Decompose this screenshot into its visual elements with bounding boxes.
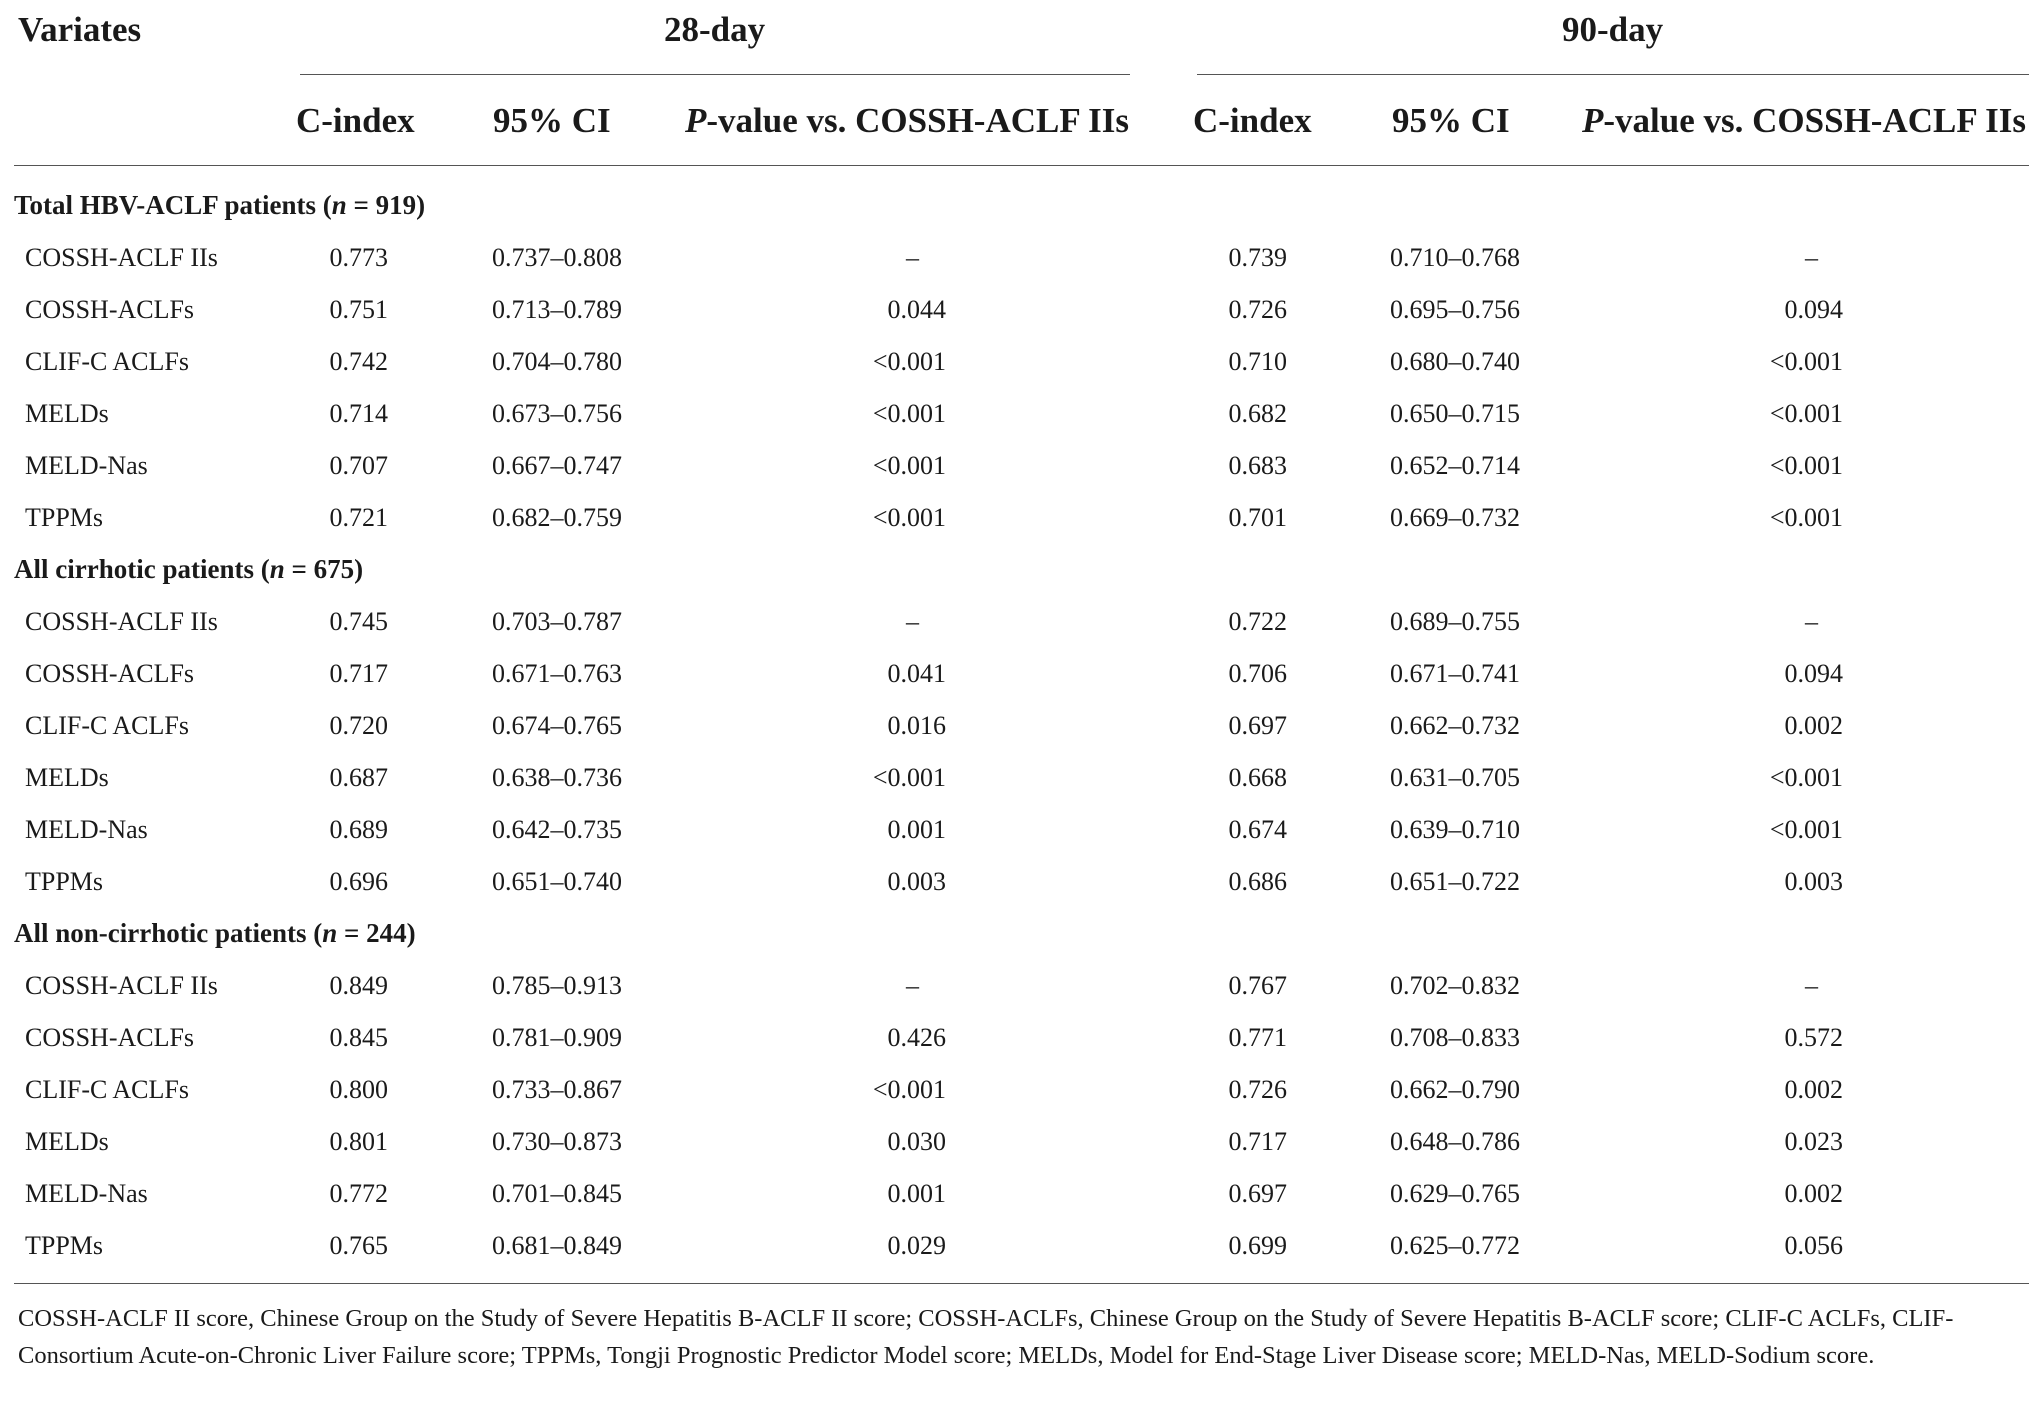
cell-p90: 0.002 <box>1784 1075 1843 1104</box>
cell-p90: – <box>1805 971 1818 1000</box>
cell-name: CLIF-C ACLFs <box>25 711 189 740</box>
cell-p90: <0.001 <box>1769 399 1843 428</box>
cell-c90: 0.706 <box>1228 659 1287 688</box>
cell-ci28: 0.667–0.747 <box>492 451 622 480</box>
cell-ci90: 0.648–0.786 <box>1390 1127 1520 1156</box>
group-label-n: n <box>322 918 338 948</box>
cell-ci90: 0.680–0.740 <box>1390 347 1520 376</box>
cell-name: MELDs <box>25 1127 109 1156</box>
cell-ci28: 0.681–0.849 <box>492 1231 622 1260</box>
header-group-90-day: 90-day <box>1562 10 1664 49</box>
group-label-prefix: All non-cirrhotic patients ( <box>14 918 323 948</box>
cell-name: COSSH-ACLF IIs <box>25 971 218 1000</box>
cell-name: MELDs <box>25 399 109 428</box>
cell-ci28: 0.674–0.765 <box>492 711 622 740</box>
cell-p28: 0.003 <box>887 867 946 896</box>
cell-c90: 0.697 <box>1228 711 1287 740</box>
group-label-suffix: = 919) <box>346 190 426 220</box>
cell-p90: 0.002 <box>1784 1179 1843 1208</box>
cell-ci28: 0.703–0.787 <box>492 607 622 636</box>
cell-c28: 0.721 <box>329 503 388 532</box>
rule-28-day <box>300 74 1130 75</box>
cell-ci28: 0.638–0.736 <box>492 763 622 792</box>
cell-c90: 0.674 <box>1228 815 1287 844</box>
cell-name: TPPMs <box>25 867 104 896</box>
group-label-prefix: All cirrhotic patients ( <box>14 554 270 584</box>
header-pvalue-28-rest: -value vs. COSSH-ACLF IIs <box>706 101 1130 140</box>
cell-c90: 0.767 <box>1228 971 1287 1000</box>
cell-p28: <0.001 <box>872 399 946 428</box>
cell-ci90: 0.708–0.833 <box>1390 1023 1520 1052</box>
cell-ci28: 0.673–0.756 <box>492 399 622 428</box>
cell-ci90: 0.651–0.722 <box>1390 867 1520 896</box>
cell-c90: 0.686 <box>1228 867 1287 896</box>
cell-c28: 0.714 <box>329 399 388 428</box>
cell-name: COSSH-ACLF IIs <box>25 607 218 636</box>
cell-c90: 0.722 <box>1228 607 1287 636</box>
cell-p90: 0.003 <box>1784 867 1843 896</box>
cell-c90: 0.771 <box>1228 1023 1287 1052</box>
header-variates: Variates <box>18 10 142 49</box>
cell-ci28: 0.737–0.808 <box>492 243 622 272</box>
cell-ci90: 0.671–0.741 <box>1390 659 1520 688</box>
cell-ci28: 0.713–0.789 <box>492 295 622 324</box>
cell-ci28: 0.682–0.759 <box>492 503 622 532</box>
cell-p90: <0.001 <box>1769 451 1843 480</box>
header-pvalue-28-p: P <box>685 101 707 140</box>
cell-p28: – <box>906 971 919 1000</box>
cell-p28: <0.001 <box>872 347 946 376</box>
group-label <box>14 920 416 947</box>
group-label-n: n <box>269 554 285 584</box>
cell-name: COSSH-ACLFs <box>25 1023 195 1052</box>
cell-c28: 0.801 <box>329 1127 388 1156</box>
cell-p28: <0.001 <box>872 451 946 480</box>
cell-c28: 0.687 <box>329 763 388 792</box>
rule-90-day <box>1197 74 2029 75</box>
cell-p28: <0.001 <box>872 1075 946 1104</box>
cell-ci90: 0.695–0.756 <box>1390 295 1520 324</box>
cell-c90: 0.717 <box>1228 1127 1287 1156</box>
cell-ci28: 0.671–0.763 <box>492 659 622 688</box>
cell-name: COSSH-ACLF IIs <box>25 243 218 272</box>
cell-c90: 0.710 <box>1228 347 1287 376</box>
cell-p28: 0.041 <box>887 659 946 688</box>
rule-table-bottom <box>14 1283 2029 1284</box>
cell-name: MELDs <box>25 763 109 792</box>
cell-name: CLIF-C ACLFs <box>25 347 189 376</box>
cell-p28: – <box>906 607 919 636</box>
cell-p90: <0.001 <box>1769 347 1843 376</box>
cell-c90: 0.699 <box>1228 1231 1287 1260</box>
cell-c90: 0.739 <box>1228 243 1287 272</box>
cell-c90: 0.697 <box>1228 1179 1287 1208</box>
cell-p28: 0.030 <box>887 1127 946 1156</box>
cell-c90: 0.682 <box>1228 399 1287 428</box>
cell-p90: 0.572 <box>1784 1023 1843 1052</box>
cell-c28: 0.845 <box>329 1023 388 1052</box>
cell-c28: 0.772 <box>329 1179 388 1208</box>
table-footnote: COSSH-ACLF II score, Chinese Group on the Study of Severe Hepatitis B-ACLF II score; COSSH-ACLFs, Chinese Group on the Study of Severe Hepatitis B-ACLF score; CLIF-C ACLFs, CLIF-Consortium Acute-on-Chronic Liver Failure score; TPPMs, Tongji Prognostic Predictor Model score; MELDs, Model for End-Stage Liver Disease score; MELD-Nas, MELD-Sodium score. <box>18 1305 1954 1369</box>
cell-p90: 0.094 <box>1784 295 1843 324</box>
cell-ci90: 0.631–0.705 <box>1390 763 1520 792</box>
cell-p28: 0.029 <box>887 1231 946 1260</box>
cell-p28: – <box>906 243 919 272</box>
cell-ci90: 0.652–0.714 <box>1390 451 1520 480</box>
cell-name: CLIF-C ACLFs <box>25 1075 189 1104</box>
cell-name: COSSH-ACLFs <box>25 659 195 688</box>
cell-ci28: 0.651–0.740 <box>492 867 622 896</box>
cell-p90: – <box>1805 607 1818 636</box>
cell-ci28: 0.733–0.867 <box>492 1075 622 1104</box>
cell-ci28: 0.701–0.845 <box>492 1179 622 1208</box>
cell-ci90: 0.625–0.772 <box>1390 1231 1520 1260</box>
group-label-suffix: = 244) <box>337 918 416 948</box>
group-label <box>14 556 363 583</box>
cell-name: TPPMs <box>25 1231 104 1260</box>
cell-ci28: 0.730–0.873 <box>492 1127 622 1156</box>
group-label-prefix: Total HBV-ACLF patients ( <box>14 190 332 220</box>
cell-name: MELD-Nas <box>25 1179 148 1208</box>
cell-c28: 0.849 <box>329 971 388 1000</box>
cell-p90: <0.001 <box>1769 763 1843 792</box>
cell-p28: 0.001 <box>887 815 946 844</box>
cell-c28: 0.765 <box>329 1231 388 1260</box>
group-label <box>14 192 425 219</box>
cell-c90: 0.726 <box>1228 295 1287 324</box>
cell-name: COSSH-ACLFs <box>25 295 195 324</box>
cell-c90: 0.701 <box>1228 503 1287 532</box>
cell-c90: 0.683 <box>1228 451 1287 480</box>
cell-ci28: 0.781–0.909 <box>492 1023 622 1052</box>
cell-c28: 0.717 <box>329 659 388 688</box>
cell-c28: 0.800 <box>329 1075 388 1104</box>
header-cindex-28: C-index <box>296 101 415 140</box>
cell-p90: 0.094 <box>1784 659 1843 688</box>
cell-p90: <0.001 <box>1769 815 1843 844</box>
cell-ci28: 0.642–0.735 <box>492 815 622 844</box>
cell-c28: 0.745 <box>329 607 388 636</box>
header-group-28-day: 28-day <box>664 10 766 49</box>
header-ci-90: 95% CI <box>1392 101 1510 140</box>
cell-p90: 0.056 <box>1784 1231 1843 1260</box>
cell-ci28: 0.704–0.780 <box>492 347 622 376</box>
header-pvalue-90-p: P <box>1582 101 1604 140</box>
cell-c28: 0.720 <box>329 711 388 740</box>
cell-c28: 0.689 <box>329 815 388 844</box>
header-pvalue-90-rest: -value vs. COSSH-ACLF IIs <box>1603 101 2027 140</box>
cell-name: MELD-Nas <box>25 451 148 480</box>
cell-p28: 0.016 <box>887 711 946 740</box>
cell-name: TPPMs <box>25 503 104 532</box>
cell-ci90: 0.710–0.768 <box>1390 243 1520 272</box>
cell-name: MELD-Nas <box>25 815 148 844</box>
cell-c28: 0.742 <box>329 347 388 376</box>
cell-p28: 0.001 <box>887 1179 946 1208</box>
cell-p28: 0.044 <box>887 295 946 324</box>
header-pvalue-28 <box>685 103 1129 138</box>
group-label-suffix: = 675) <box>284 554 364 584</box>
cell-ci90: 0.669–0.732 <box>1390 503 1520 532</box>
cell-ci90: 0.629–0.765 <box>1390 1179 1520 1208</box>
cell-ci28: 0.785–0.913 <box>492 971 622 1000</box>
cell-p28: <0.001 <box>872 763 946 792</box>
cell-c28: 0.696 <box>329 867 388 896</box>
cell-p90: – <box>1805 243 1818 272</box>
cell-ci90: 0.639–0.710 <box>1390 815 1520 844</box>
cell-ci90: 0.662–0.790 <box>1390 1075 1520 1104</box>
cell-ci90: 0.650–0.715 <box>1390 399 1520 428</box>
group-label-n: n <box>331 190 347 220</box>
cell-c90: 0.726 <box>1228 1075 1287 1104</box>
rule-header-bottom <box>14 165 2029 166</box>
cell-c28: 0.707 <box>329 451 388 480</box>
cell-ci90: 0.689–0.755 <box>1390 607 1520 636</box>
cell-p90: 0.002 <box>1784 711 1843 740</box>
cell-c90: 0.668 <box>1228 763 1287 792</box>
cell-ci90: 0.702–0.832 <box>1390 971 1520 1000</box>
cell-p90: <0.001 <box>1769 503 1843 532</box>
header-cindex-90: C-index <box>1193 101 1312 140</box>
cell-p28: 0.426 <box>887 1023 946 1052</box>
cell-p28: <0.001 <box>872 503 946 532</box>
cell-c28: 0.751 <box>329 295 388 324</box>
cell-c28: 0.773 <box>329 243 388 272</box>
cell-ci90: 0.662–0.732 <box>1390 711 1520 740</box>
header-ci-28: 95% CI <box>493 101 611 140</box>
header-pvalue-90 <box>1582 103 2026 138</box>
cell-p90: 0.023 <box>1784 1127 1843 1156</box>
